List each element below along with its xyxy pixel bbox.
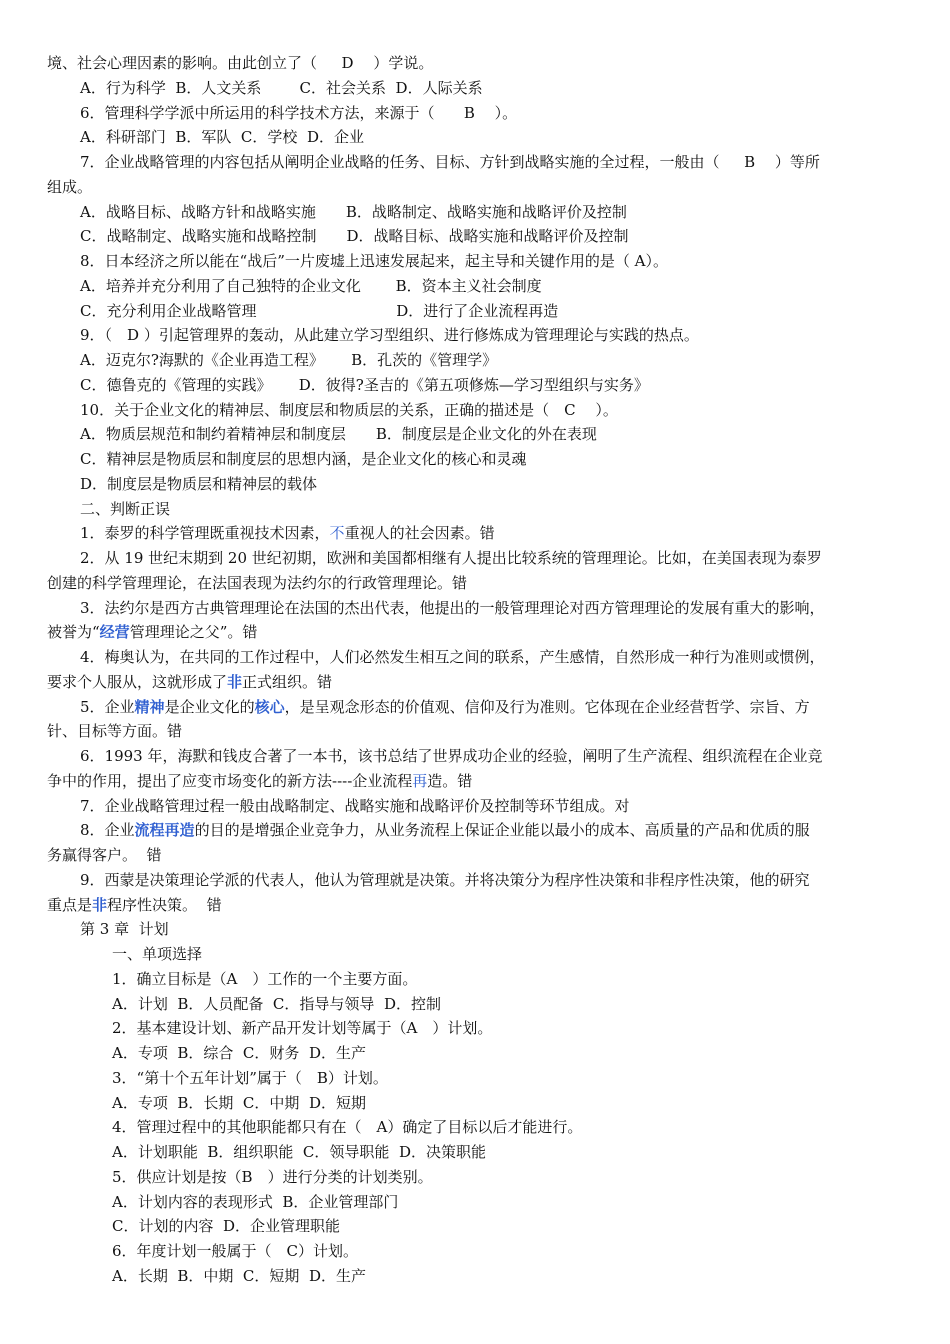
line-text: 境、社会心理因素的影响。由此创立了（ D ）学说。 [47, 54, 434, 72]
text-line [0, 893, 950, 918]
line-text: 9．西蒙是决策理论学派的代表人，他认为管理就是决策。并将决策分为程序性决策和非程序性决策，他的研究 [80, 870, 810, 889]
text-line [0, 274, 950, 299]
line-text: 1．确立目标是（A ）工作的一个主要方面。 [112, 969, 418, 988]
highlighted-text: 非 [227, 672, 243, 691]
text-line [0, 992, 950, 1017]
text-line [0, 51, 950, 76]
line-text: 组成。 [47, 177, 93, 196]
line-text: 6．年度计划一般属于（ C）计划。 [112, 1242, 359, 1260]
text-line [0, 125, 950, 150]
text-line [0, 546, 950, 571]
line-text: 3．法约尔是西方古典管理理论在法国的杰出代表，他提出的一般管理理论对西方管理理论的发展有重大的影响， [80, 598, 825, 617]
line-text: 的目的是增强企业竞争力，从业务流程上保证企业能以最小的成本、高质量的产品和优质的服 [194, 821, 810, 840]
text-line [0, 497, 950, 522]
line-text: C．精神层是物质层和制度层的思想内涵，是企业文化的核心和灵魂 [80, 450, 527, 468]
text-line [0, 249, 950, 274]
text-line [0, 472, 950, 497]
line-text: 被誉为“ [47, 623, 100, 642]
highlighted-text: 核心 [254, 697, 285, 716]
text-line [0, 818, 950, 843]
text-line [0, 571, 950, 596]
text-line [0, 175, 950, 200]
highlighted-text: 非 [92, 895, 108, 914]
line-text: 9．（ D ）引起管理界的轰动，从此建立学习型组织、进行修炼成为管理理论与实践的热点。 [80, 326, 699, 345]
line-text: 8．日本经济之所以能在“战后”一片废墟上迅速发展起来，起主导和关键作用的是（ A）。 [80, 252, 668, 270]
text-line [0, 596, 950, 621]
text-line [0, 645, 950, 670]
line-text: A．长期 B．中期 C．短期 D．生产 [112, 1266, 366, 1285]
line-text: 2．从 19 世纪末期到 20 世纪初期，欧洲和美国都相继有人提出比较系统的管理理论。比如，在美国表现为泰罗 [80, 549, 822, 567]
line-text: 一、单项选择 [112, 945, 203, 963]
line-text: A．战略目标、战略方针和战略实施 B．战略制定、战略实施和战略评价及控制 [80, 202, 627, 221]
text-line [0, 1091, 950, 1116]
text-line [0, 843, 950, 868]
line-text: A．科研部门 B．军队 C．学校 D．企业 [80, 128, 364, 147]
line-text: A．计划内容的表现形式 B．企业管理部门 [112, 1192, 399, 1211]
text-line [0, 695, 950, 720]
text-line [0, 348, 950, 373]
line-text: 重视人的社会因素。错 [344, 524, 495, 543]
highlighted-text: 不 [329, 524, 345, 543]
line-text: 4．管理过程中的其他职能都只有在（ A）确定了目标以后才能进行。 [112, 1118, 583, 1137]
line-text: 第 3 章 计划 [80, 920, 169, 939]
line-text: 要求个人服从，这就形成了 [47, 672, 228, 691]
line-text: 1．泰罗的科学管理既重视技术因素， [80, 524, 330, 543]
line-text: 管理理论之父”。错 [129, 623, 258, 642]
text-line [0, 422, 950, 447]
text-line [0, 744, 950, 769]
line-text: 4．梅奥认为，在共同的工作过程中，人们必然发生相互之间的联系，产生感情，自然形成一种行为准则或惯例， [80, 648, 825, 666]
highlighted-text: 再 [412, 771, 428, 790]
text-line [0, 719, 950, 744]
text-line [0, 670, 950, 695]
line-text: C．德鲁克的《管理的实践》 D．彼得?圣吉的《第五项修炼—学习型组织与实务》 [80, 375, 649, 394]
line-text: 7．企业战略管理过程一般由战略制定、战略实施和战略评价及控制等环节组成。对 [80, 796, 630, 815]
text-line [0, 1016, 950, 1041]
text-line [0, 1214, 950, 1239]
highlighted-text: 经营 [99, 623, 130, 642]
text-line [0, 1190, 950, 1215]
line-text: 程序性决策。 错 [107, 895, 222, 914]
text-line [0, 398, 950, 423]
line-text: D．制度层是物质层和精神层的载体 [80, 474, 318, 493]
text-line [0, 1264, 950, 1289]
line-text: 8．企业 [80, 821, 135, 840]
line-text: 务赢得客户。 错 [47, 846, 162, 864]
highlighted-text: 精神 [134, 697, 165, 716]
line-text: A．行为科学 B．人文关系 C．社会关系 D．人际关系 [80, 78, 483, 97]
text-line [0, 200, 950, 225]
line-text: C．充分利用企业战略管理 D．进行了企业流程再造 [80, 301, 559, 320]
line-text: 3．“第十个五年计划”属于（ B）计划。 [112, 1068, 388, 1087]
line-text: 是企业文化的 [164, 697, 255, 716]
line-text: 10．关于企业文化的精神层、制度层和物质层的关系，正确的描述是（ C ）。 [80, 400, 618, 419]
line-text: A．培养并充分利用了自己独特的企业文化 B．资本主义社会制度 [80, 276, 542, 295]
text-line [0, 373, 950, 398]
text-line [0, 620, 950, 645]
line-text: A．计划 B．人员配备 C．指导与领导 D．控制 [112, 994, 441, 1013]
line-text: 6．管理科学学派中所运用的科学技术方法，来源于（ B ）。 [80, 103, 518, 122]
line-text: 5．供应计划是按（B ）进行分类的计划类别。 [112, 1167, 433, 1186]
line-text: C．战略制定、战略实施和战略控制 D．战略目标、战略实施和战略评价及控制 [80, 227, 629, 246]
line-text: A．物质层规范和制约着精神层和制度层 B．制度层是企业文化的外在表现 [80, 425, 597, 444]
line-text: 二、判断正误 [80, 499, 171, 518]
line-text: A．专项 B．长期 C．中期 D．短期 [112, 1093, 366, 1112]
line-text: 重点是 [47, 895, 93, 914]
text-line [0, 447, 950, 472]
text-line [0, 1165, 950, 1190]
text-line [0, 967, 950, 992]
line-text: A．计划职能 B．组织职能 C．领导职能 D．决策职能 [112, 1143, 486, 1161]
line-text: 7．企业战略管理的内容包括从阐明企业战略的任务、目标、方针到战略实施的全过程，一般由（ B ）等所 [80, 153, 820, 171]
text-line [0, 76, 950, 101]
line-text: 争中的作用，提出了应变市场变化的新方法----企业流程 [47, 771, 413, 790]
line-text: 造。错 [427, 771, 473, 790]
text-line [0, 868, 950, 893]
line-text: 创建的科学管理理论，在法国表现为法约尔的行政管理理论。错 [47, 573, 468, 592]
line-text: ，是呈观念形态的价值观、信仰及行为准则。它体现在企业经营哲学、宗旨、方 [284, 697, 810, 716]
line-text: C．计划的内容 D．企业管理职能 [112, 1217, 341, 1236]
line-text: 6．1993 年，海默和钱皮合著了一本书，该书总结了世界成功企业的经验，阐明了生产流程、组织流程在企业竞 [80, 747, 823, 765]
line-text: 2．基本建设计划、新产品开发计划等属于（A ）计划。 [112, 1019, 493, 1038]
text-line [0, 224, 950, 249]
text-line [0, 1115, 950, 1140]
text-line [0, 521, 950, 546]
line-text: 5．企业 [80, 697, 135, 716]
text-line [0, 769, 950, 794]
text-line [0, 917, 950, 942]
text-line [0, 1041, 950, 1066]
line-text: 针、目标等方面。错 [47, 722, 183, 741]
text-line [0, 299, 950, 324]
line-text: A．专项 B．综合 C．财务 D．生产 [112, 1044, 366, 1062]
text-line [0, 323, 950, 348]
text-line [0, 1140, 950, 1165]
highlighted-text: 流程再造 [134, 821, 195, 840]
text-line [0, 101, 950, 126]
text-line [0, 1239, 950, 1264]
text-line [0, 794, 950, 819]
text-line [0, 150, 950, 175]
line-text: 正式组织。错 [242, 672, 333, 691]
text-line [0, 942, 950, 967]
text-line [0, 1066, 950, 1091]
line-text: A．迈克尔?海默的《企业再造工程》 B．孔茨的《管理学》 [80, 351, 498, 369]
